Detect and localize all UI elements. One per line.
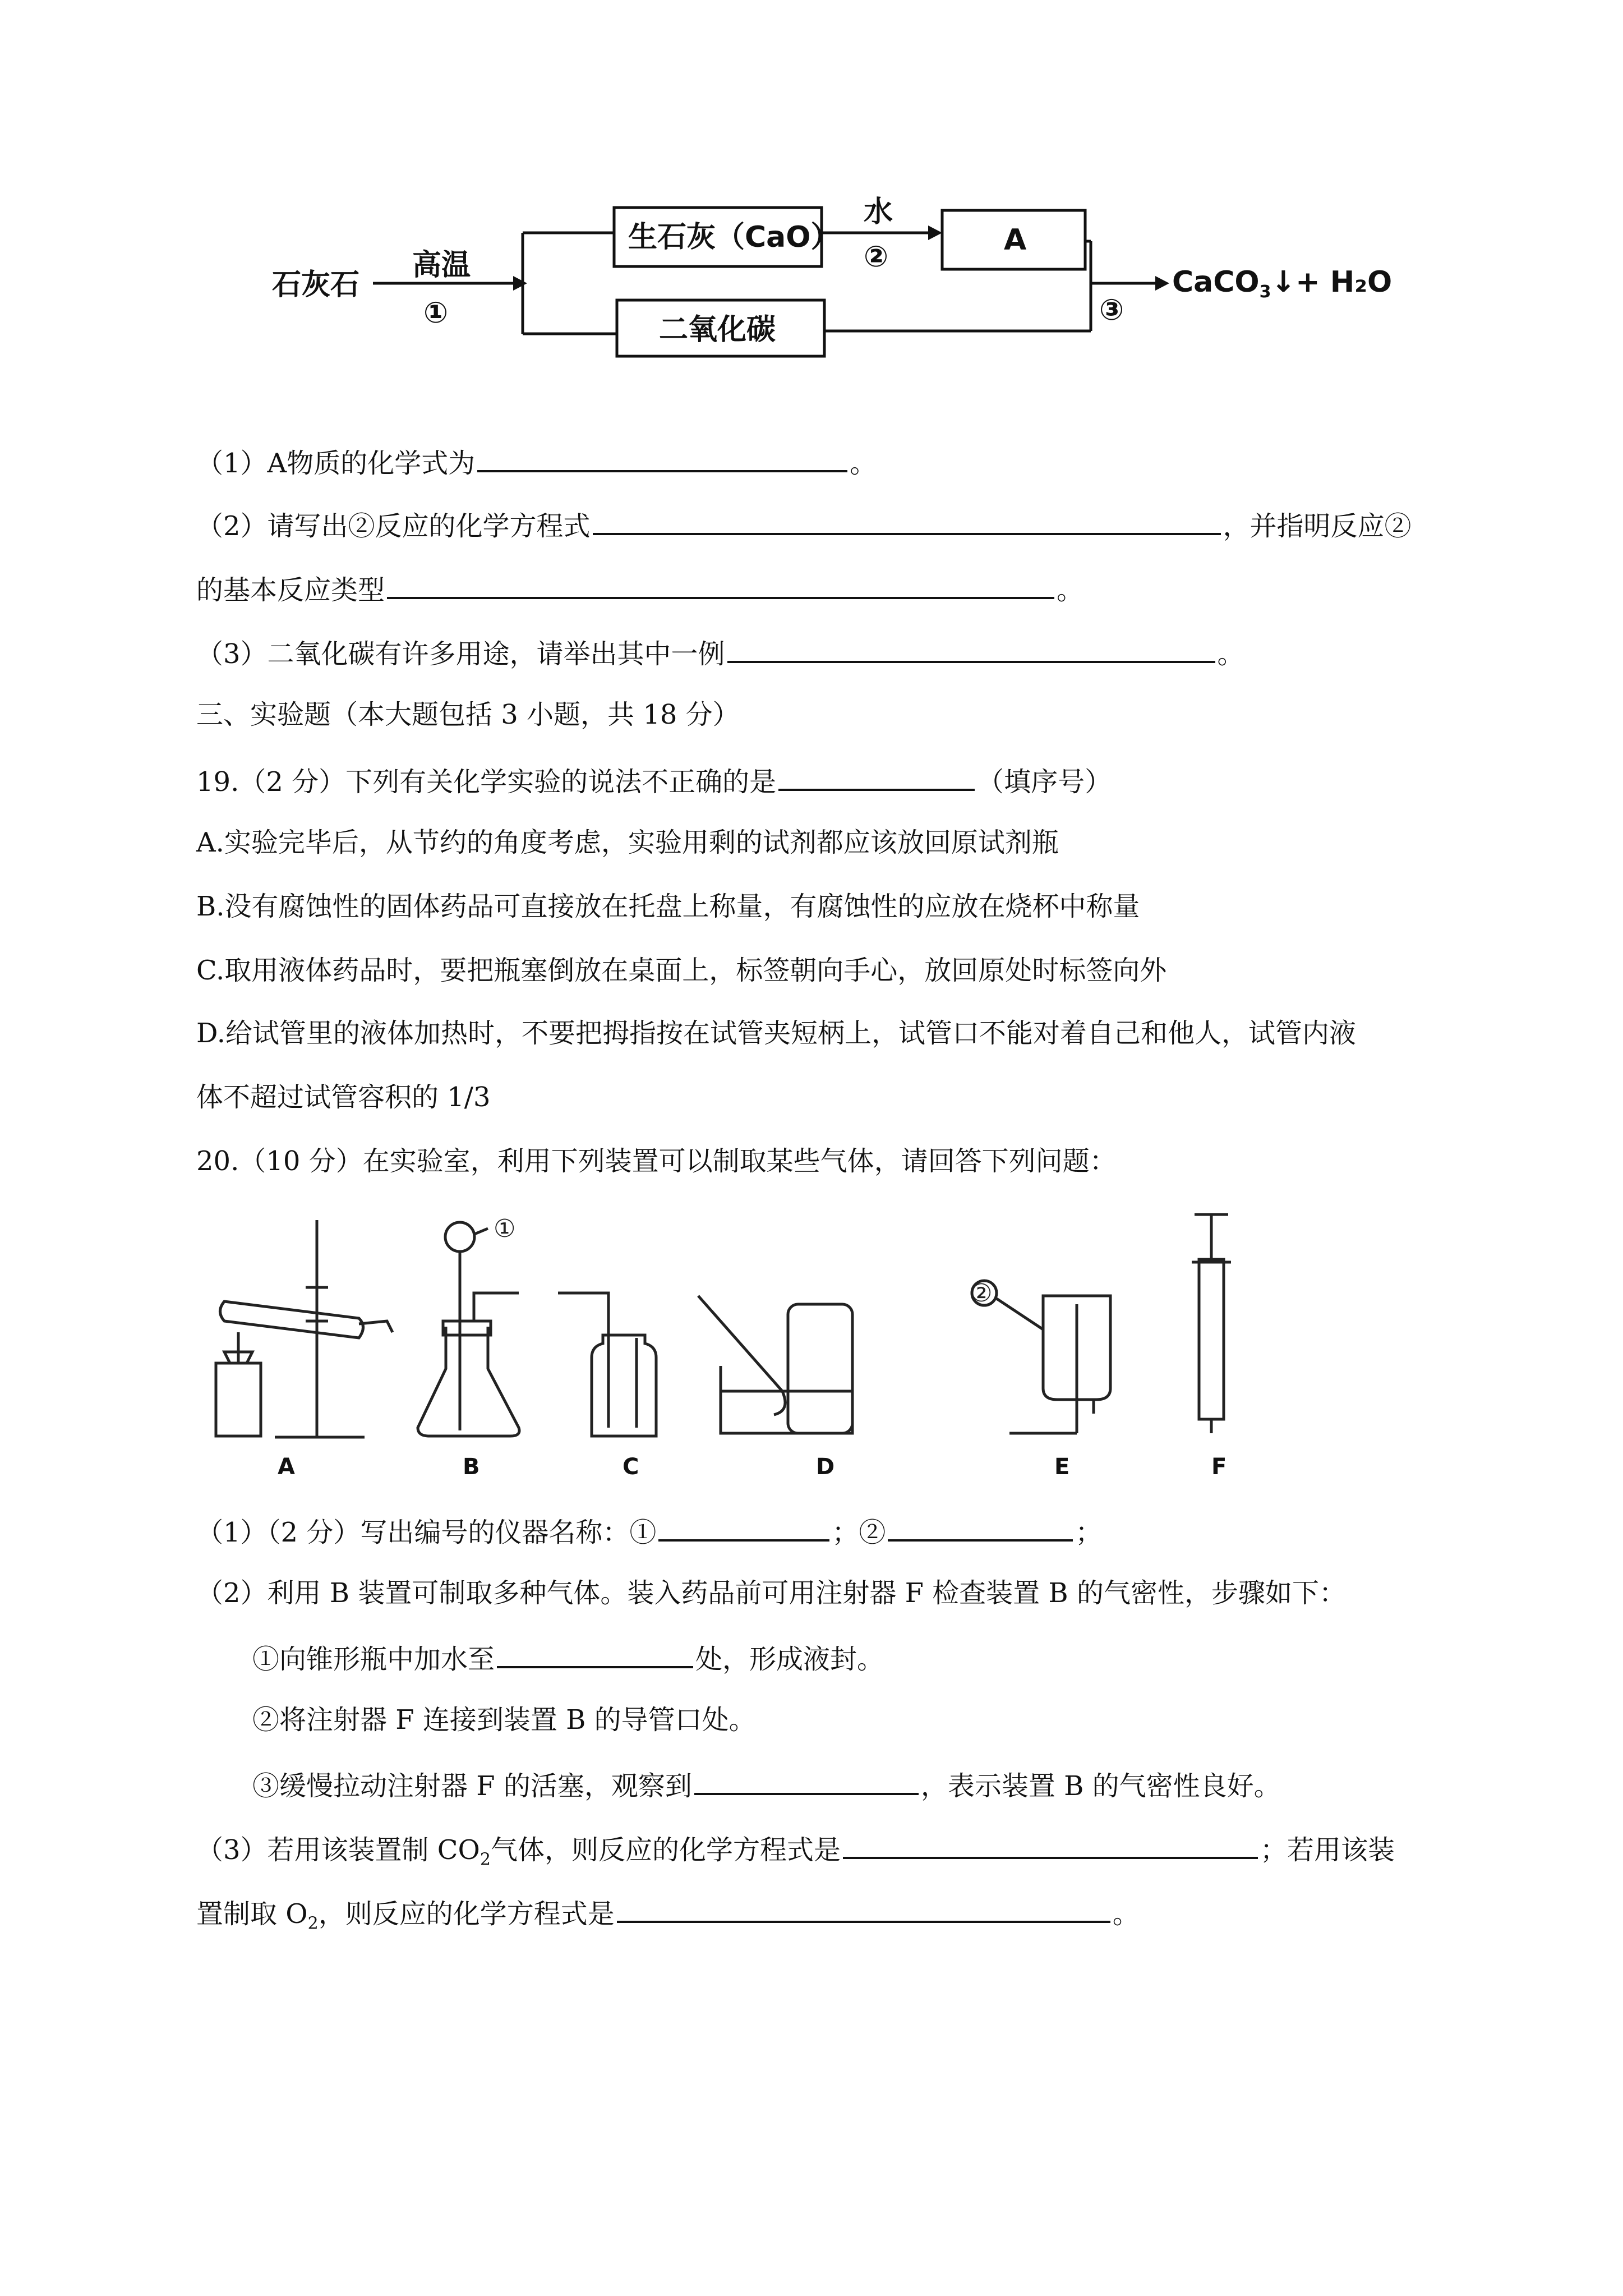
high-temp-label: 高温	[412, 249, 471, 282]
alcohol-lamp	[216, 1363, 261, 1436]
q20-part2: （2）利用 B 装置可制取多种气体。装入药品前可用注射器 F 检查装置 B 的气密性，步骤如下：	[196, 1577, 1346, 1609]
answer-blank[interactable]	[497, 1640, 693, 1668]
test-tube	[220, 1301, 363, 1338]
apparatus-diagram	[0, 1206, 1623, 1487]
answer-blank[interactable]	[387, 571, 1054, 599]
q19-option-a: A.实验完毕后，从节约的角度考虑，实验用剩的试剂都应该放回原试剂瓶	[196, 827, 1059, 858]
answer-blank[interactable]	[617, 1895, 1110, 1923]
q18-part1: （1）A物质的化学式为 。	[196, 444, 877, 480]
co2-box-label: 二氧化碳	[659, 313, 776, 347]
mark-2-label: ②	[970, 1279, 993, 1308]
mark-1-label: ①	[494, 1214, 516, 1243]
q19-option-d: D.给试管里的液体加热时，不要把拇指按在试管夹短柄上，试管口不能对着自己和他人，试管内液	[196, 1018, 1357, 1049]
q19-option-b: B.没有腐蚀性的固体药品可直接放在托盘上称量，有腐蚀性的应放在烧杯中称量	[196, 891, 1140, 922]
q19-option-c: C.取用液体药品时，要把瓶塞倒放在桌面上，标签朝向手心，放回原处时标签向外	[196, 955, 1167, 986]
q20-part3-cont: 置制取 $O_2$，则反应的化学方程式是 。	[196, 1895, 1140, 1941]
answer-blank[interactable]	[727, 635, 1215, 663]
answer-blank[interactable]	[694, 1767, 919, 1795]
answer-blank[interactable]	[888, 1513, 1073, 1542]
section-3-heading: 三、实验题（本大题包括 3 小题，共 18 分）	[196, 699, 740, 730]
q20-stem: 20.（10 分）在实验室，利用下列装置可以制取某些气体，请回答下列问题：	[196, 1145, 1117, 1177]
funnel-bulb	[445, 1222, 474, 1251]
step-3-marker: ③	[1099, 293, 1124, 327]
q20-step3: ③缓慢拉动注射器 F 的活塞，观察到 ，表示装置 B 的气密性良好。	[252, 1767, 1281, 1803]
q20-step2: ②将注射器 F 连接到装置 B 的导管口处。	[252, 1704, 756, 1736]
q19-stem: 19.（2 分）下列有关化学实验的说法不正确的是 （填序号）	[196, 763, 1112, 799]
q20-step1: ①向锥形瓶中加水至 处，形成液封。	[252, 1640, 884, 1676]
delivery-tube	[698, 1296, 785, 1415]
apparatus-label-b: B	[463, 1454, 480, 1480]
answer-blank[interactable]	[843, 1831, 1258, 1859]
collection-bottle	[788, 1304, 852, 1433]
flowchart-diagram	[0, 0, 1623, 404]
syringe-barrel	[1199, 1259, 1224, 1419]
apparatus-label-d: D	[816, 1454, 835, 1480]
step-2-marker: ②	[864, 240, 889, 274]
answer-blank[interactable]	[778, 763, 975, 791]
gas-bottle	[592, 1335, 656, 1436]
q18-part2: （2）请写出②反应的化学方程式 ，并指明反应②	[196, 507, 1412, 543]
q18-part2-cont: 的基本反应类型 。	[196, 571, 1083, 607]
answer-blank[interactable]	[658, 1513, 829, 1542]
q19-option-d-cont: 体不超过试管容积的 1/3	[196, 1082, 491, 1113]
apparatus-label-a: A	[278, 1454, 295, 1480]
apparatus-label-c: C	[623, 1454, 639, 1480]
quicklime-box-label: 生石灰（CaO）	[628, 220, 840, 254]
q20-part1: （1）（2 分）写出编号的仪器名称：① ；② ；	[196, 1513, 1102, 1549]
answer-blank[interactable]	[593, 507, 1221, 535]
step-1-marker: ①	[423, 296, 449, 330]
q18-part3: （3）二氧化碳有许多用途，请举出其中一例 。	[196, 635, 1244, 671]
q20-part3: （3）若用该装置制 $CO_2$气体，则反应的化学方程式是 ；若用该装	[196, 1831, 1395, 1877]
limestone-label: 石灰石	[272, 268, 360, 302]
apparatus-label-f: F	[1211, 1454, 1227, 1480]
water-label: 水	[864, 195, 893, 229]
answer-blank[interactable]	[477, 444, 847, 472]
box-a-label: A	[1004, 223, 1027, 257]
product-label: CaCO3↓+ H₂O	[1172, 265, 1393, 302]
conical-flask	[418, 1327, 519, 1436]
apparatus-label-e: E	[1054, 1454, 1070, 1480]
